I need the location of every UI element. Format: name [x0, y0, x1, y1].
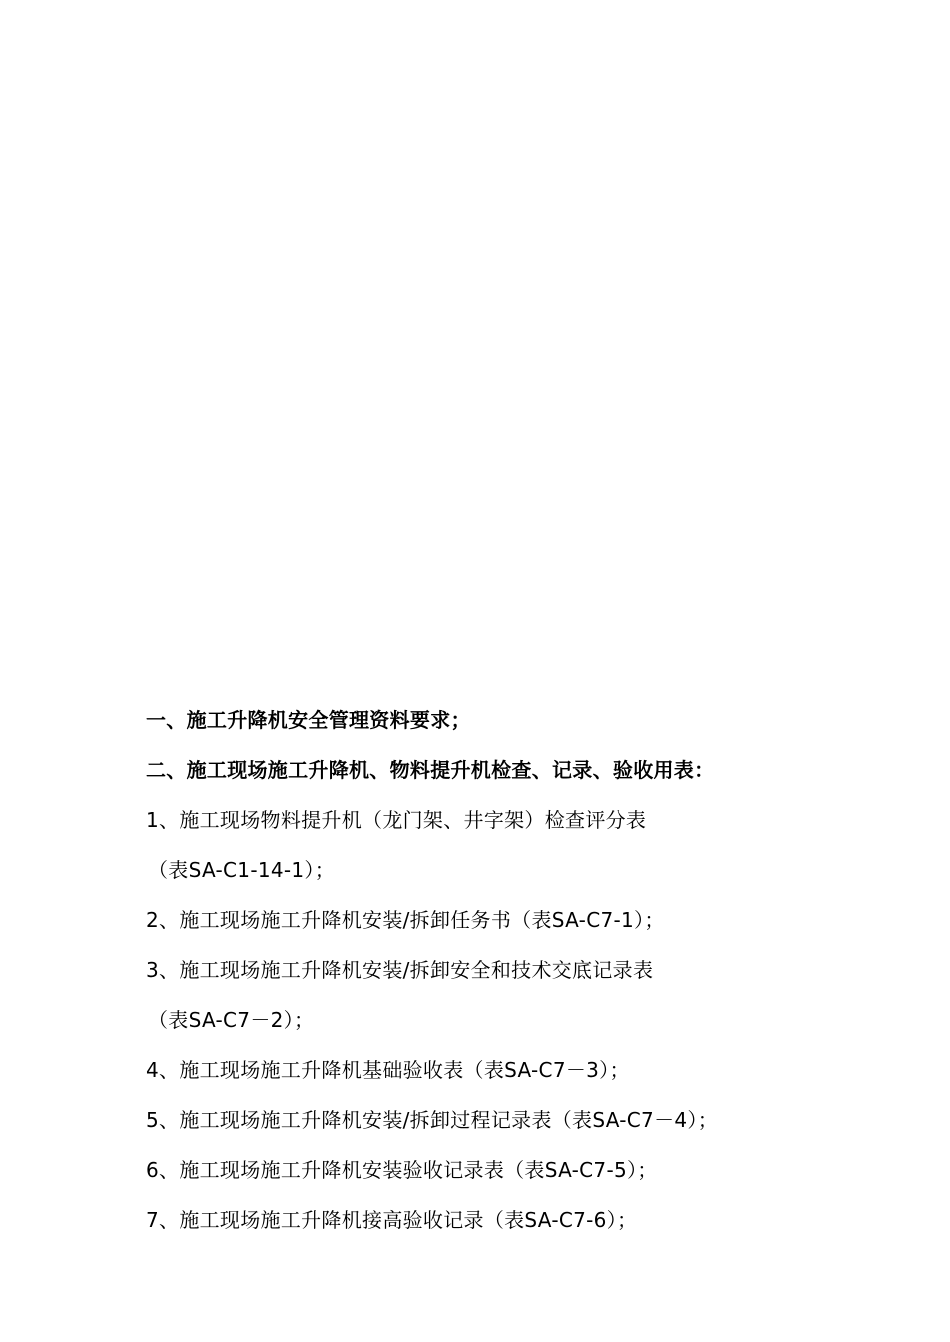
- list-item-3-continued: （表SA-C7－2）；: [148, 1008, 315, 1032]
- list-item-1-continued: （表SA-C1-14-1）；: [148, 858, 336, 882]
- list-item-4: 4、施工现场施工升降机基础验收表（表SA-C7－3）；: [146, 1058, 630, 1082]
- list-item-3: 3、施工现场施工升降机安装/拆卸安全和技术交底记录表: [146, 958, 654, 982]
- heading-2: 二、施工现场施工升降机、物料提升机检查、记录、验收用表：: [146, 758, 715, 782]
- document-body: [146, 700, 906, 1250]
- list-item-5: 5、施工现场施工升降机安装/拆卸过程记录表（表SA-C7－4）；: [146, 1108, 719, 1132]
- heading-1: 一、施工升降机安全管理资料要求；: [146, 708, 471, 732]
- list-item-6: 6、施工现场施工升降机安装验收记录表（表SA-C7-5）；: [146, 1158, 658, 1182]
- list-item-7: 7、施工现场施工升降机接高验收记录（表SA-C7-6）；: [146, 1208, 638, 1232]
- list-item-2: 2、施工现场施工升降机安装/拆卸任务书（表SA-C7-1）；: [146, 908, 665, 932]
- list-item-1: 1、施工现场物料提升机（龙门架、井字架）检查评分表: [146, 808, 647, 832]
